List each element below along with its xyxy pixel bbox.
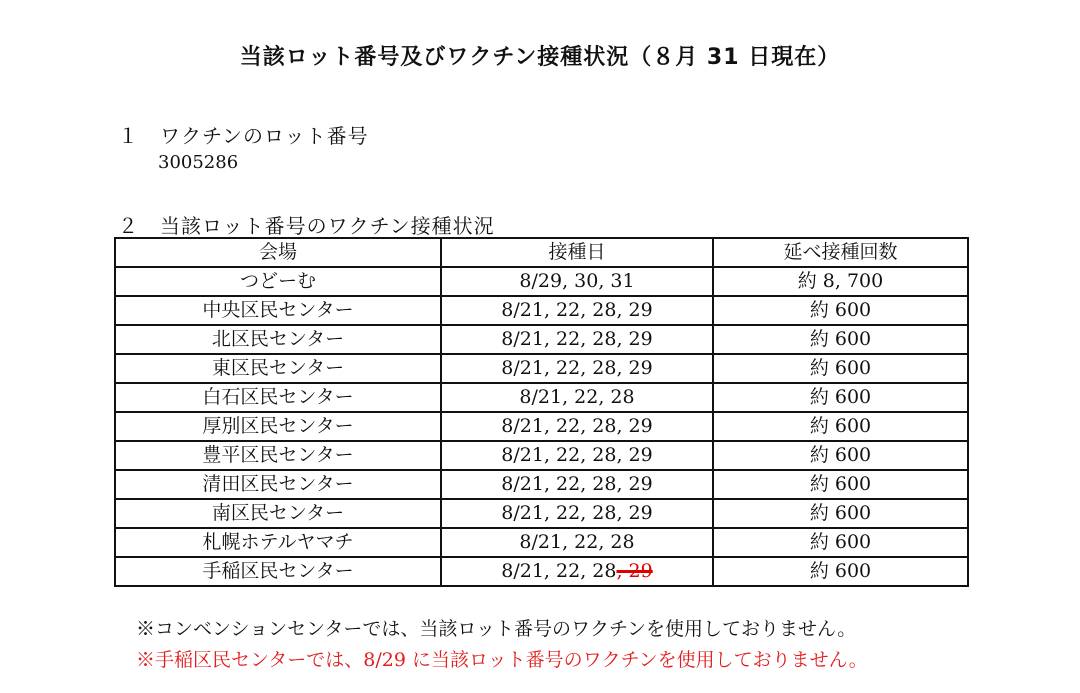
table-row [115,441,968,470]
venue-cell: 札幌ホテルヤマチ [115,528,441,557]
header-count: 延べ接種回数 [713,238,968,267]
venue-cell: 北区民センター [115,325,441,354]
header-dates: 接種日 [441,238,713,267]
table-row [115,383,968,412]
count-cell: 約 8, 700 [713,267,968,296]
count-cell: 約 600 [713,383,968,412]
venue-cell: 豊平区民センター [115,441,441,470]
dates-cell: 8/29, 30, 31 [441,267,713,296]
table-header-row [115,238,968,267]
table-row [115,325,968,354]
venue-cell: 中央区民センター [115,296,441,325]
section-2-number: ２ [118,214,139,238]
dates-cell: 8/21, 22, 28 [441,528,713,557]
count-cell: 約 600 [713,499,968,528]
table-row [115,267,968,296]
document-title: 当該ロット番号及びワクチン接種状況（８月 31 日現在） [239,45,841,70]
count-cell: 約 600 [713,441,968,470]
struck-date: , 29 [616,560,653,582]
venue-cell: つどーむ [115,267,441,296]
dates-cell: 8/21, 22, 28, 29 [441,441,713,470]
dates-cell: 8/21, 22, 28, 29 [441,470,713,499]
count-cell: 約 600 [713,296,968,325]
count-cell: 約 600 [713,528,968,557]
vaccination-status-table [114,237,969,587]
venue-cell: 清田区民センター [115,470,441,499]
dates-cell: 8/21, 22, 28, 29 [441,499,713,528]
table-row [115,296,968,325]
dates-cell [441,557,713,586]
dates-cell: 8/21, 22, 28, 29 [441,325,713,354]
dates-cell: 8/21, 22, 28, 29 [441,354,713,383]
note-teine-center: ※手稲区民センターでは、8/29 に当該ロット番号のワクチンを使用しておりません。 [136,649,868,671]
header-venue: 会場 [115,238,441,267]
section-1-heading [118,120,369,149]
section-1-number: １ [118,124,139,148]
table-row [115,412,968,441]
dates-cell: 8/21, 22, 28 [441,383,713,412]
count-cell: 約 600 [713,470,968,499]
table-row [115,354,968,383]
table-row [115,499,968,528]
venue-cell: 東区民センター [115,354,441,383]
table-row [115,470,968,499]
section-2-title: 当該ロット番号のワクチン接種状況 [160,214,495,238]
table-row [115,557,968,586]
note-convention-center: ※コンベンションセンターでは、当該ロット番号のワクチンを使用しておりません。 [136,618,857,640]
count-cell: 約 600 [713,557,968,586]
dates-text: 8/21, 22, 28 [501,560,617,582]
count-cell: 約 600 [713,325,968,354]
venue-cell: 手稲区民センター [115,557,441,586]
section-2-heading [118,210,495,239]
venue-cell: 白石区民センター [115,383,441,412]
table-row [115,528,968,557]
count-cell: 約 600 [713,354,968,383]
venue-cell: 厚別区民センター [115,412,441,441]
lot-number: 3005286 [158,152,239,173]
dates-cell: 8/21, 22, 28, 29 [441,412,713,441]
dates-cell: 8/21, 22, 28, 29 [441,296,713,325]
venue-cell: 南区民センター [115,499,441,528]
count-cell: 約 600 [713,412,968,441]
section-1-title: ワクチンのロット番号 [160,124,369,148]
